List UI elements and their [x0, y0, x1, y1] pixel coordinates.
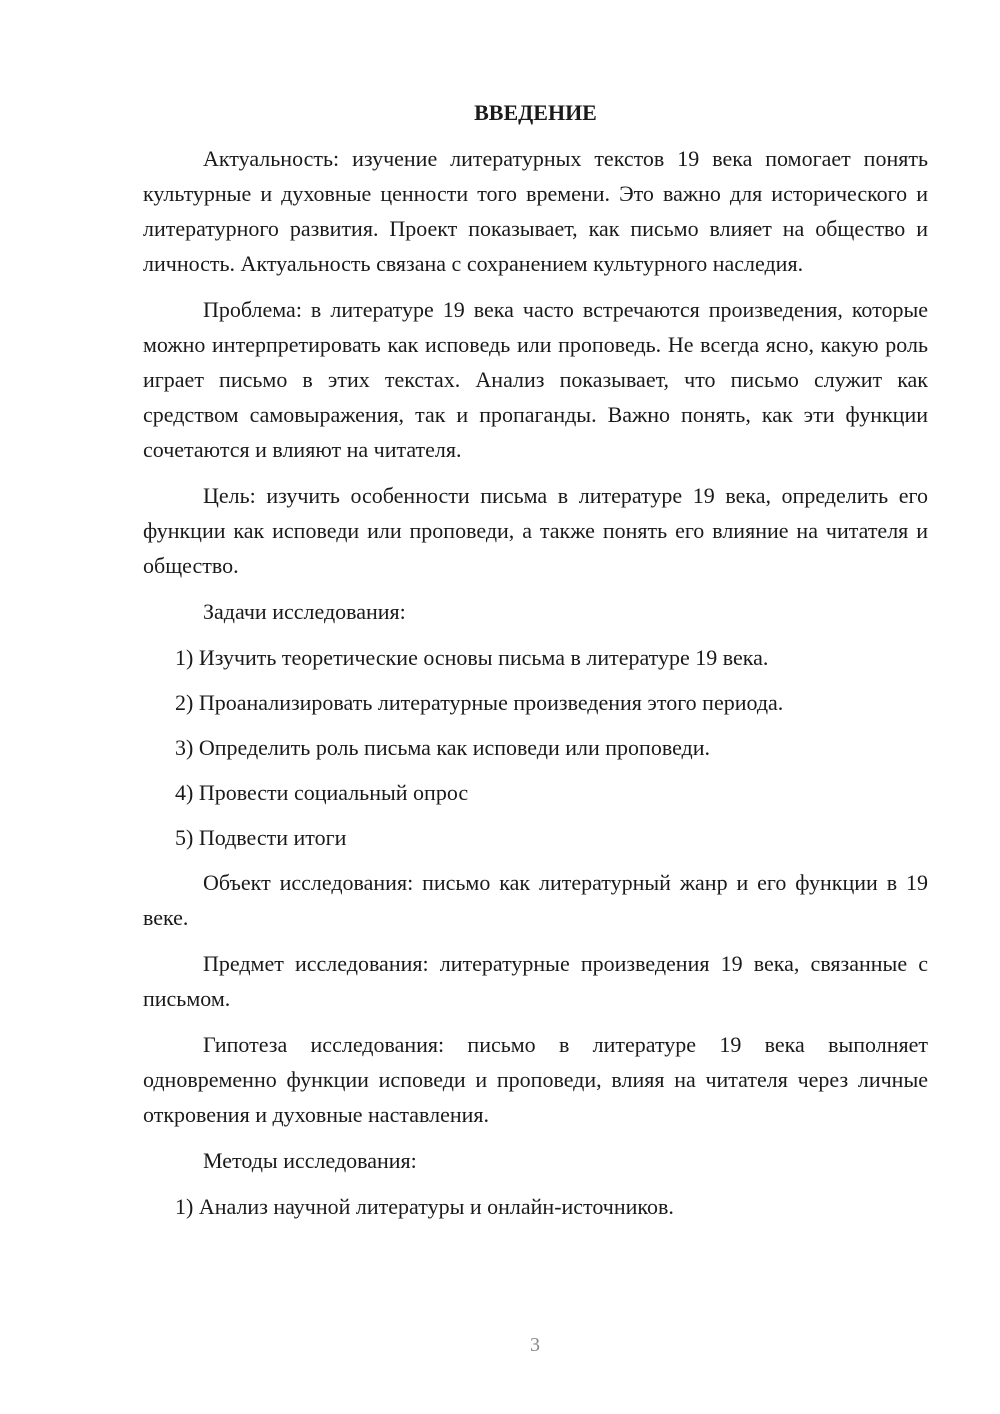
task-item-1: 1) Изучить теоретические основы письма в литературе 19 века. — [175, 645, 769, 670]
task-item-2: 2) Проанализировать литературные произведения этого периода. — [175, 690, 784, 715]
task-item-4: 4) Провести социальный опрос — [175, 780, 469, 805]
problem-paragraph: Проблема: в литературе 19 века часто встречаются произведения, которые можно интерпретировать как исповедь или проповедь. Не всегда ясно, какую роль играет письмо в этих текстах. Анализ показывает, что письмо служит как средством самовыражения, так и пропаганды. Важно понять, как эти функции сочетаются и влияют на читателя. — [143, 297, 928, 462]
hypothesis-paragraph: Гипотеза исследования: письмо в литературе 19 века выполняет одновременно функции исповеди и проповеди, влияя на читателя через личные откровения и духовные наставления. — [143, 1032, 928, 1127]
page-number: 3 — [530, 1334, 540, 1356]
relevance-paragraph: Актуальность: изучение литературных текстов 19 века помогает понять культурные и духовные ценности того времени. Это важно для исторического и литературного развития. Проект показывает, как письмо влияет на общество и личность. Актуальность связана с сохранением культурного наследия. — [143, 146, 928, 276]
goal-paragraph: Цель: изучить особенности письма в литературе 19 века, определить его функции как исповеди или проповеди, а также понять его влияние на читателя и общество. — [143, 483, 928, 578]
method-item-1: 1) Анализ научной литературы и онлайн-источников. — [175, 1194, 674, 1219]
subject-paragraph: Предмет исследования: литературные произведения 19 века, связанные с письмом. — [143, 951, 928, 1011]
tasks-title: Задачи исследования: — [203, 599, 406, 624]
task-item-5: 5) Подвести итоги — [175, 825, 347, 850]
methods-title: Методы исследования: — [203, 1148, 417, 1173]
task-item-3: 3) Определить роль письма как исповеди или проповеди. — [175, 735, 711, 760]
document-body — [143, 95, 928, 1234]
section-heading: ВВЕДЕНИЕ — [474, 100, 597, 125]
object-paragraph: Объект исследования: письмо как литературный жанр и его функции в 19 веке. — [143, 870, 928, 930]
